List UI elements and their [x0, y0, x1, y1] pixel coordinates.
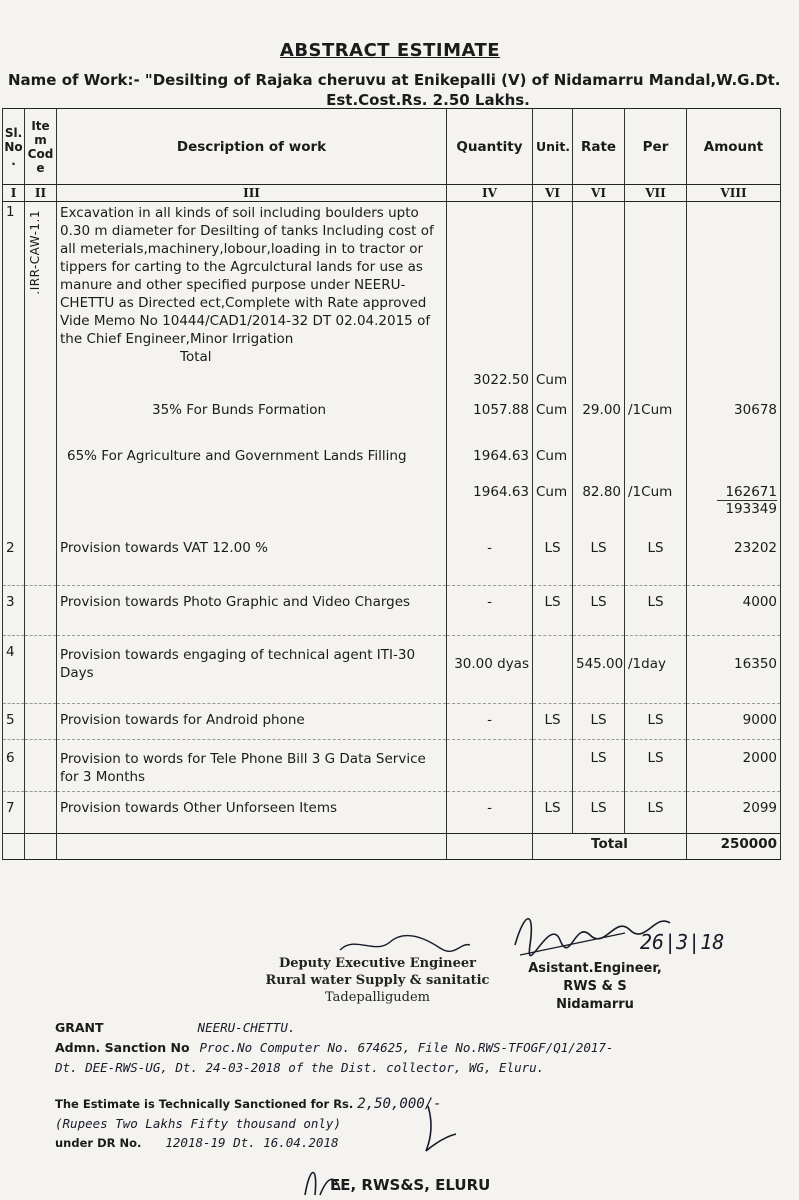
- sub3-per: /1Cum: [625, 476, 687, 532]
- sub1-description: 35% For Bunds Formation: [152, 401, 327, 418]
- row-unit: [533, 636, 573, 704]
- sub3-unit: Cum: [533, 476, 573, 532]
- row-amount: 2099: [687, 792, 781, 834]
- row-amount: 4000: [687, 586, 781, 636]
- sub1-rate: 29.00: [573, 390, 625, 436]
- table-row: [3, 636, 781, 704]
- row-unit: [533, 202, 573, 390]
- sub1-amount: 30678: [687, 390, 781, 436]
- row-unit: [533, 740, 573, 792]
- row-unit: LS: [533, 532, 573, 586]
- row-sl: 5: [3, 704, 25, 740]
- roman-col-6: VI: [573, 185, 625, 202]
- tick-mark: [420, 1096, 460, 1156]
- amount-in-words: (Rupees Two Lakhs Fifty thousand only): [55, 1116, 341, 1131]
- row-rate: 545.00: [573, 636, 625, 704]
- sub1-unit: Cum: [533, 390, 573, 436]
- row-amount: 16350: [687, 636, 781, 704]
- row-quantity: [447, 202, 533, 390]
- sub3-amount: 162671: [717, 484, 777, 501]
- total-row: [3, 834, 781, 860]
- table-row: [3, 202, 781, 390]
- header-unit: Unit.: [533, 109, 573, 185]
- row-description: [57, 390, 447, 436]
- sub2-quantity: 1964.63: [447, 436, 533, 476]
- table-row: [3, 740, 781, 792]
- grand-total: 250000: [687, 834, 781, 860]
- sub3-amounts: [687, 476, 781, 532]
- row-description: Provision towards engaging of technical agent ITI-30 Days: [57, 636, 447, 704]
- dr-value: 12018-19 Dt. 16.04.2018: [165, 1135, 339, 1150]
- row-sl: 6: [3, 740, 25, 792]
- header-per: Per: [625, 109, 687, 185]
- row-sl: 7: [3, 792, 25, 834]
- row-amount: 9000: [687, 704, 781, 740]
- row-sl: 2: [3, 532, 25, 586]
- grand-total-label: Total: [533, 834, 687, 860]
- ee-designation: EE, RWS&S, ELURU: [330, 1176, 491, 1194]
- roman-col-3: III: [57, 185, 447, 202]
- ae-line-2: RWS & S: [563, 979, 627, 994]
- row-description: Provision towards Photo Graphic and Video Charges: [57, 586, 447, 636]
- estimated-cost: Est.Cost.Rs. 2.50 Lakhs.: [326, 91, 530, 109]
- row-per: LS: [625, 586, 687, 636]
- header-rate: Rate: [573, 109, 625, 185]
- admn-value: Proc.No Computer No. 674625, File No.RWS-TFOGF/Q1/2017-: [199, 1040, 614, 1055]
- row-description: Provision towards Other Unforseen Items: [57, 792, 447, 834]
- ae-line-1: Asistant.Engineer,: [528, 961, 662, 976]
- row-rate: LS: [573, 740, 625, 792]
- grant-value: NEERU-CHETTU.: [197, 1020, 296, 1035]
- row-unit: LS: [533, 704, 573, 740]
- grant-block: [55, 1018, 775, 1078]
- name-of-work: [8, 70, 788, 110]
- stamp-line-3: Tadepalligudem: [324, 990, 430, 1005]
- item1-unit: Cum: [536, 371, 568, 388]
- sub1-quantity: 1057.88: [447, 390, 533, 436]
- name-of-work-line: Name of Work:- "Desilting of Rajaka cheruvu at Enikepalli (V) of Nidamarru Mandal,W.G.Dt.: [8, 71, 781, 89]
- header-item-code: Ite m Cod e: [25, 109, 57, 185]
- sub1-per: /1Cum: [625, 390, 687, 436]
- roman-col-7: VII: [625, 185, 687, 202]
- sanction-block: [55, 1094, 775, 1153]
- header-amount: Amount: [687, 109, 781, 185]
- stamp-line-2: Rural water Supply & sanitatic: [265, 973, 490, 988]
- table-row: [3, 792, 781, 834]
- row-unit: LS: [533, 586, 573, 636]
- roman-col-5: VI: [533, 185, 573, 202]
- row-rate: LS: [573, 532, 625, 586]
- table-row: [3, 436, 781, 476]
- ae-sign-date: 26|3|18: [640, 930, 725, 954]
- item-code: [25, 202, 57, 390]
- roman-col-1: I: [3, 185, 25, 202]
- row-description: [57, 436, 447, 476]
- row-sl: 3: [3, 586, 25, 636]
- table-row: [3, 390, 781, 436]
- sub3-rate: 82.80: [573, 476, 625, 532]
- dr-label: under DR No.: [55, 1136, 142, 1150]
- tech-sanction-label: The Estimate is Technically Sanctioned for Rs.: [55, 1097, 354, 1111]
- sub2-unit: Cum: [533, 436, 573, 476]
- header-quantity: Quantity: [447, 109, 533, 185]
- dee-stamp: [265, 955, 490, 1006]
- table-row: [3, 704, 781, 740]
- header-sl: Sl. No .: [3, 109, 25, 185]
- table-row: [3, 476, 781, 532]
- row-per: LS: [625, 740, 687, 792]
- row-quantity: [447, 740, 533, 792]
- subtotal-amount: 193349: [725, 500, 777, 517]
- item1-total-label: Total: [180, 349, 212, 365]
- row-amount: 23202: [687, 532, 781, 586]
- item1-description: Excavation in all kinds of soil including boulders upto 0.30 m diameter for Desilting of tanks Including cost of all meterials,machinery,lobour,loading in to tractor or tippers for carting to the Agrculctural lands for use as manure and other specified purpose under NEERU-CHETTU as Directed ect,Complete with Rate approved Vide Memo No 10444/CAD1/2014-32 DT 02.04.2015 of the Chief Engineer,Minor Irrigation: [60, 205, 434, 347]
- roman-col-4: IV: [447, 185, 533, 202]
- grant-label: GRANT: [55, 1020, 104, 1035]
- row-quantity: -: [447, 704, 533, 740]
- row-description: Provision towards VAT 12.00 %: [57, 532, 447, 586]
- row-per: LS: [625, 532, 687, 586]
- row-quantity: -: [447, 586, 533, 636]
- admn-value-2: Dt. DEE-RWS-UG, Dt. 24-03-2018 of the Dist. collector, WG, Eluru.: [55, 1060, 545, 1075]
- table-row: [3, 586, 781, 636]
- item1-quantity: 3022.50: [473, 371, 529, 388]
- ae-designation: [515, 960, 675, 1014]
- admn-label: Admn. Sanction No: [55, 1040, 190, 1055]
- row-per: LS: [625, 704, 687, 740]
- item-code-text: .IRR-CAW-1.1: [28, 210, 42, 295]
- row-unit: LS: [533, 792, 573, 834]
- sub2-description: 65% For Agriculture and Government Lands Filling: [67, 447, 407, 464]
- tech-sanction-amount: 2,50,000/-: [357, 1096, 442, 1112]
- row-description: Provision towards for Android phone: [57, 704, 447, 740]
- estimate-table: [2, 108, 781, 860]
- stamp-line-1: Deputy Executive Engineer: [279, 956, 476, 971]
- table-row: [3, 532, 781, 586]
- row-quantity: 30.00 dyas: [447, 636, 533, 704]
- row-quantity: -: [447, 532, 533, 586]
- row-quantity: -: [447, 792, 533, 834]
- row-rate: LS: [573, 704, 625, 740]
- row-per: /1day: [625, 636, 687, 704]
- row-description: Provision to words for Tele Phone Bill 3 G Data Service for 3 Months: [57, 740, 447, 792]
- row-per: LS: [625, 792, 687, 834]
- roman-col-8: VIII: [687, 185, 781, 202]
- sub3-quantity: 1964.63: [447, 476, 533, 532]
- roman-col-2: II: [25, 185, 57, 202]
- row-sl: 4: [3, 636, 25, 704]
- row-amount: 2000: [687, 740, 781, 792]
- row-rate: LS: [573, 586, 625, 636]
- page-title: ABSTRACT ESTIMATE: [279, 40, 501, 61]
- row-description: [57, 202, 447, 390]
- row-sl: 1: [3, 202, 25, 390]
- ae-line-3: Nidamarru: [556, 997, 634, 1012]
- row-rate: LS: [573, 792, 625, 834]
- header-description: Description of work: [57, 109, 447, 185]
